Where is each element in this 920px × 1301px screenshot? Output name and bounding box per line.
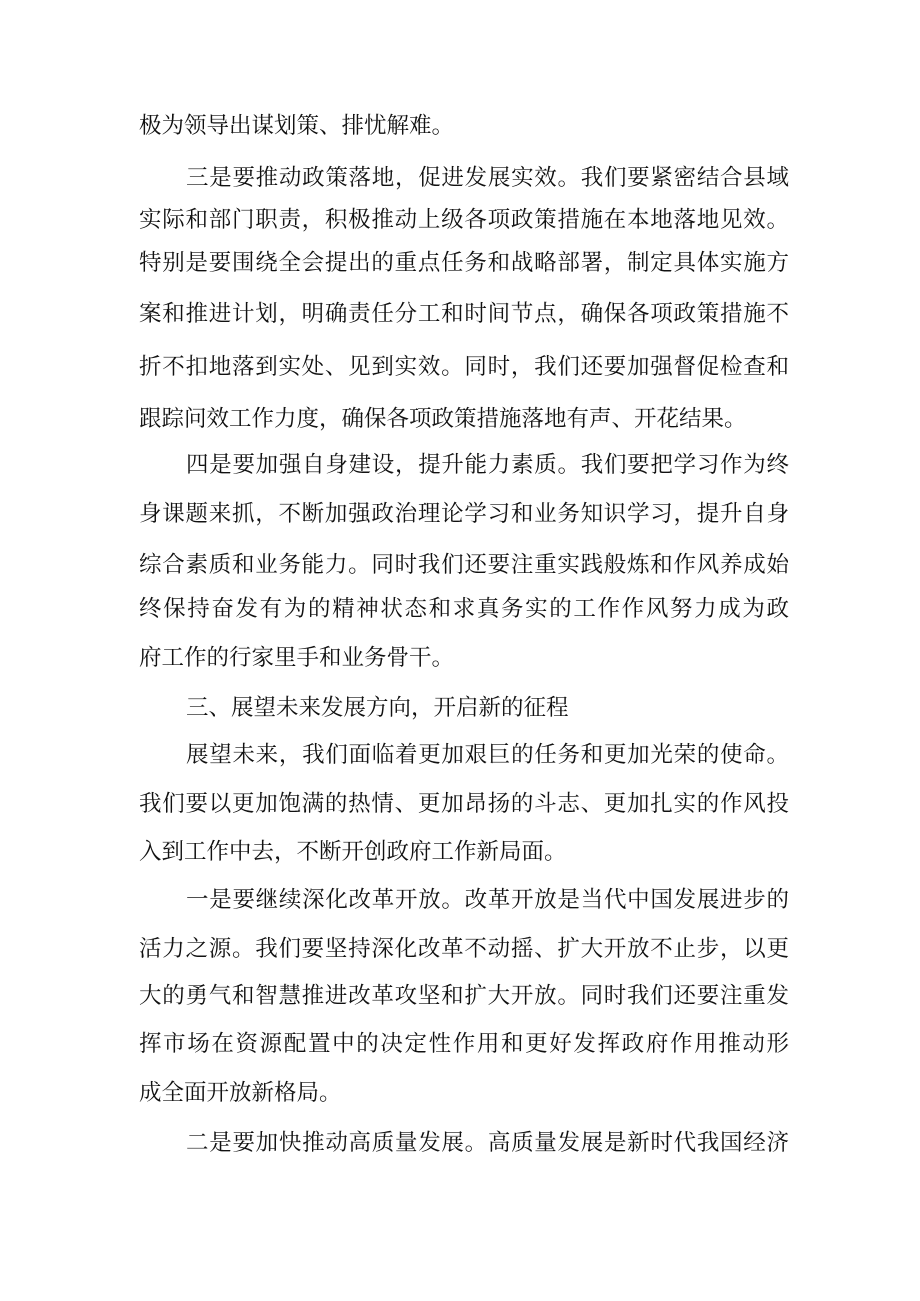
- text-line-17: 一是要继续深化改革开放。改革开放是当代中国发展进步的: [186, 887, 789, 913]
- text-line-1: 极为领导出谋划策、排忧解难。: [139, 113, 455, 139]
- text-line-15: 我们要以更加饱满的热情、更加昂扬的斗志、更加扎实的作风投: [139, 791, 789, 817]
- text-line-7: 跟踪问效工作力度，确保各项政策措施落地有声、开花结果。: [139, 406, 747, 432]
- text-line-6: 折不扣地落到实处、见到实效。同时，我们还要加强督促检查和: [139, 354, 789, 380]
- text-line-22: 二是要加快推动高质量发展。高质量发展是新时代我国经济: [186, 1130, 789, 1156]
- text-line-19: 大的勇气和智慧推进改革攻坚和扩大开放。同时我们还要注重发: [139, 983, 789, 1009]
- text-line-18: 活力之源。我们要坚持深化改革不动摇、扩大开放不止步，以更: [139, 936, 789, 962]
- text-line-4: 特别是要围绕全会提出的重点任务和战略部署，制定具体实施方: [139, 250, 789, 276]
- text-line-3: 实际和部门职责，积极推动上级各项政策措施在本地落地见效。: [139, 207, 789, 233]
- text-line-9: 身课题来抓，不断加强政治理论学习和业务知识学习，提升自身: [139, 501, 789, 527]
- text-line-8: 四是要加强自身建设，提升能力素质。我们要把学习作为终: [186, 452, 789, 478]
- text-line-20: 挥市场在资源配置中的决定性作用和更好发挥政府作用推动形: [139, 1031, 789, 1057]
- text-line-11: 终保持奋发有为的精神状态和求真务实的工作作风努力成为政: [139, 596, 789, 622]
- text-line-10: 综合素质和业务能力。同时我们还要注重实践般炼和作风养成始: [139, 552, 789, 578]
- section-heading: 三、展望未来发展方向，开启新的征程: [186, 695, 569, 721]
- text-line-2: 三是要推动政策落地，促进发展实效。我们要紧密结合县域: [186, 165, 789, 191]
- text-line-14: 展望未来，我们面临着更加艰巨的任务和更加光荣的使命。: [186, 742, 789, 768]
- text-line-21: 成全面开放新格局。: [139, 1080, 342, 1106]
- text-line-12: 府工作的行家里手和业务骨干。: [139, 645, 455, 671]
- text-line-5: 案和推进计划，明确责任分工和时间节点，确保各项政策措施不: [139, 301, 789, 327]
- text-line-16: 入到工作中去，不断开创政府工作新局面。: [139, 839, 567, 865]
